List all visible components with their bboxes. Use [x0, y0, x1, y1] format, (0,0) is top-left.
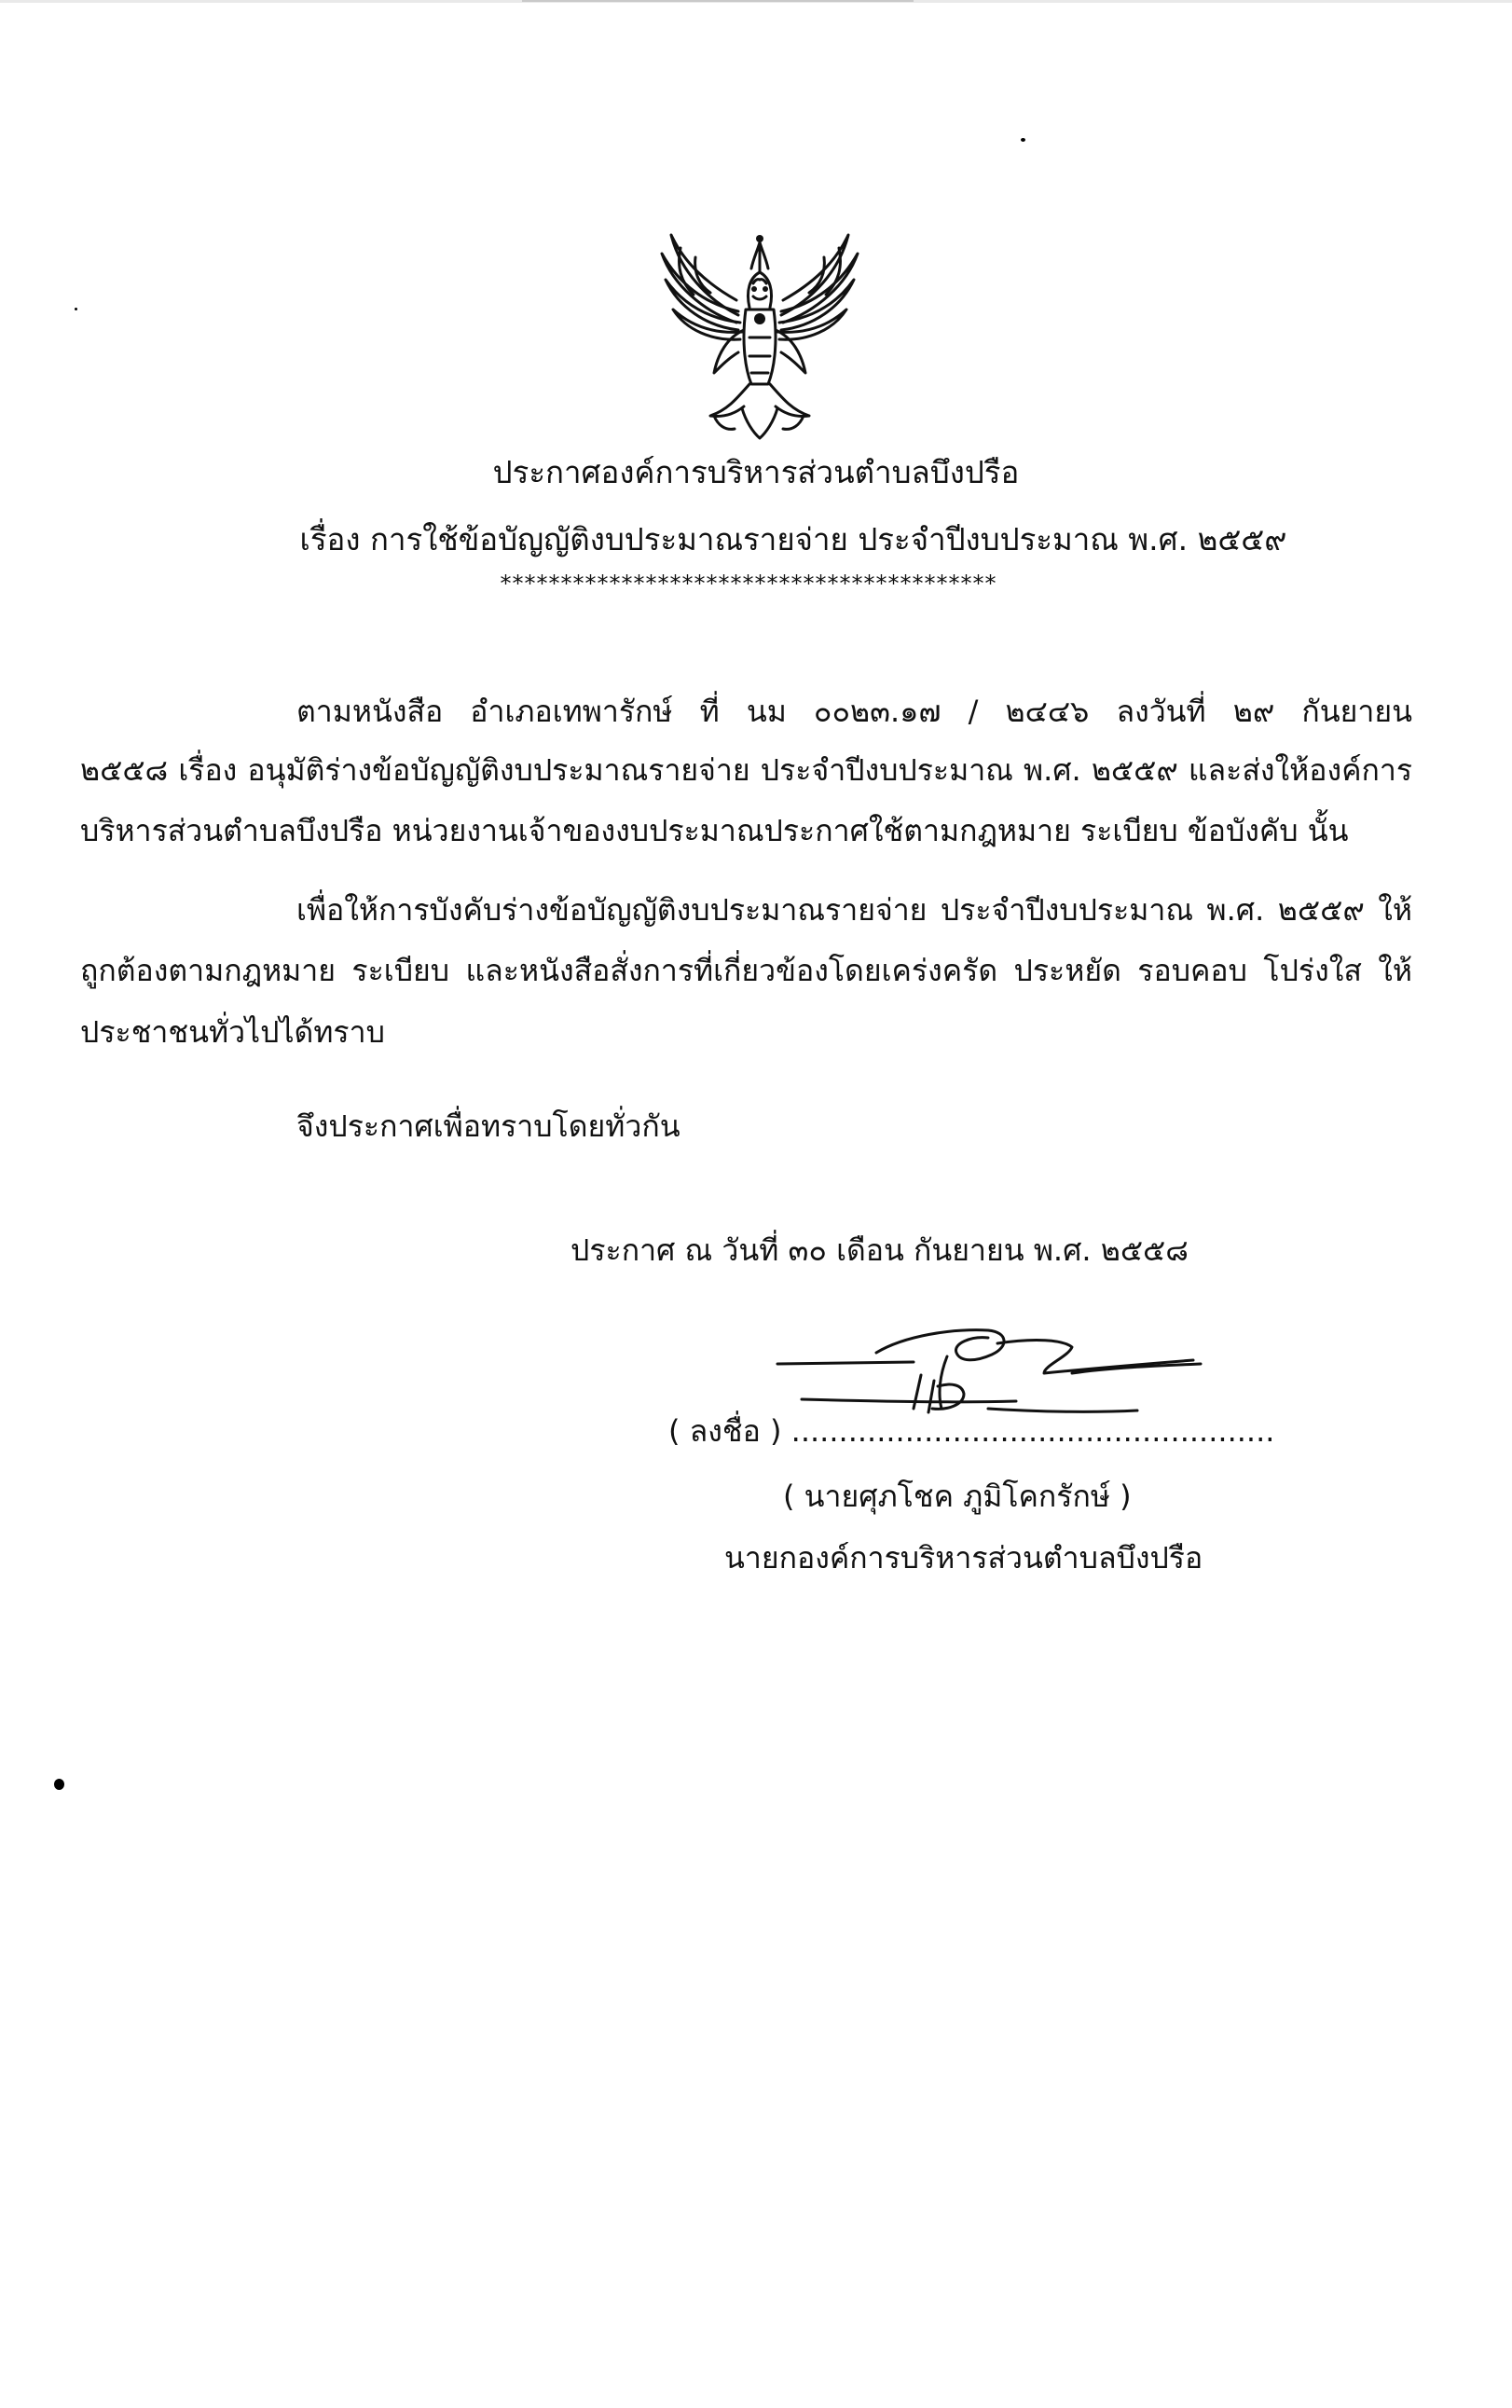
speck [75, 308, 77, 310]
announcement-subject: เรื่อง การใช้ข้อบัญญัติงบประมาณรายจ่าย ประจำปีงบประมาณ พ.ศ. ๒๕๕๙ [299, 521, 1287, 557]
speck [54, 1779, 64, 1790]
scan-edge-dark [522, 0, 914, 2]
paragraph1-line3: บริหารส่วนตำบลบึงปรือ หน่วยงานเจ้าของงบประมาณประกาศใช้ตามกฎหมาย ระเบียบ ข้อบังคับ นั้น [80, 813, 1349, 848]
closing-statement: จึงประกาศเพื่อทราบโดยทั่วกัน [296, 1108, 680, 1144]
signatory-name: ( นายศุภโชค ภูมิโคกรักษ์ ) [783, 1479, 1132, 1514]
garuda-emblem-icon [653, 226, 867, 442]
separator-line: ***************************************** [500, 571, 997, 597]
signatory-position: นายกองค์การบริหารส่วนตำบลบึงปรือ [724, 1540, 1203, 1576]
announcement-date: ประกาศ ณ วันที่ ๓๐ เดือน กันยายน พ.ศ. ๒๕๕๘ [570, 1232, 1189, 1268]
speck [1021, 138, 1025, 142]
announcement-title: ประกาศองค์การบริหารส่วนตำบลบึงปรือ [492, 454, 1020, 490]
paragraph1-line1: ตามหนังสือ อำเภอเทพารักษ์ ที่ นม ๐๐๒๓.๑๗ / ๒๔๔๖ ลงวันที่ ๒๙ กันยายน [296, 694, 1412, 729]
paragraph2-line3: ประชาชนทั่วไปได้ทราบ [80, 1014, 385, 1050]
paragraph1-line2: ๒๕๕๘ เรื่อง อนุมัติร่างข้อบัญญัติงบประมาณรายจ่าย ประจำปีงบประมาณ พ.ศ. ๒๕๕๙ และส่งให้องค์การ [80, 752, 1412, 788]
paragraph2-line2: ถูกต้องตามกฎหมาย ระเบียบ และหนังสือสั่งการที่เกี่ยวข้องโดยเคร่งครัด ประหยัด รอบคอบ โปร่งใส ให้ [80, 953, 1412, 988]
signature-label: ( ลงชื่อ ) ................................................... [668, 1413, 1275, 1449]
paragraph2-line1: เพื่อให้การบังคับร่างข้อบัญญัติงบประมาณรายจ่าย ประจำปีงบประมาณ พ.ศ. ๒๕๕๙ ให้ [296, 892, 1412, 928]
